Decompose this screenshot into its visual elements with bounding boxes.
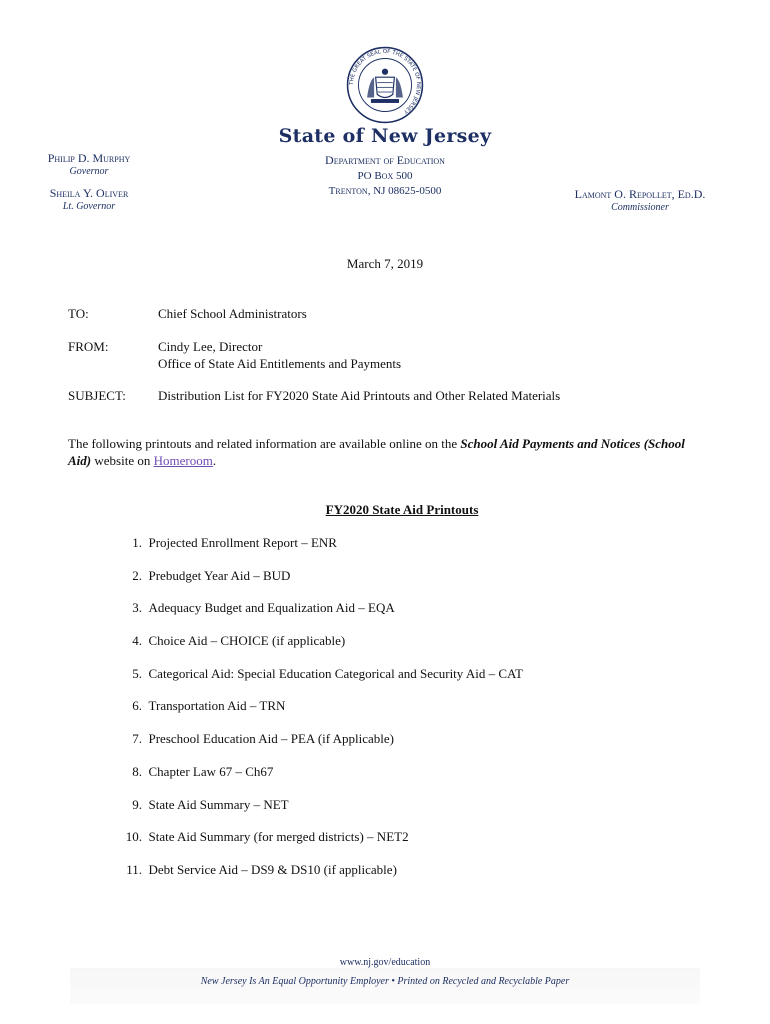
to-label: TO:	[68, 306, 89, 321]
to-value: Chief School Administrators	[158, 306, 307, 321]
subject-label: SUBJECT:	[68, 388, 126, 403]
from-value-line1: Cindy Lee, Director	[158, 339, 263, 354]
address-line-1: PO Box 500	[357, 170, 413, 182]
lt-governor-block	[24, 186, 154, 212]
intro-paragraph	[68, 435, 708, 469]
list-item-text: Projected Enrollment Report – ENR	[148, 535, 337, 550]
list-item	[110, 665, 670, 698]
list-item	[110, 763, 670, 796]
memo-date: March 7, 2019	[346, 256, 424, 271]
list-item	[110, 632, 670, 665]
printouts-list	[110, 534, 670, 894]
commissioner-block	[555, 187, 725, 213]
list-item-text: State Aid Summary (for merged districts) – NET2	[148, 829, 409, 845]
list-item-text: Prebudget Year Aid – BUD	[148, 567, 291, 583]
list-item	[110, 599, 670, 632]
lt-governor-title: Lt. Governor	[62, 201, 116, 212]
list-item-number: 8.	[132, 763, 142, 779]
intro-text-middle: website on	[91, 453, 154, 468]
list-item	[110, 828, 670, 861]
footer-statement: New Jersey Is An Equal Opportunity Employer • Printed on Recycled and Recyclable Paper	[200, 976, 570, 987]
list-item-text: Categorical Aid: Special Education Categorical and Security Aid – CAT	[148, 665, 523, 681]
address-line-2: Trenton, NJ 08625-0500	[328, 185, 442, 197]
list-item-text: Chapter Law 67 – Ch67	[148, 763, 274, 779]
list-item-text: State Aid Summary – NET	[148, 796, 289, 812]
list-item-text: Debt Service Aid – DS9 & DS10 (if applicable)	[148, 861, 397, 877]
list-item-number: 5.	[132, 665, 142, 681]
commissioner-name: Lamont O. Repollet, Ed.D.	[574, 187, 706, 201]
list-item-number: 4.	[132, 633, 142, 649]
list-item	[110, 796, 670, 829]
footer-url: www.nj.gov/education	[339, 957, 431, 968]
governor-title: Governor	[69, 166, 109, 177]
list-item-text: Choice Aid – CHOICE (if applicable)	[148, 633, 346, 649]
state-name: State of New Jersey	[278, 125, 492, 147]
intro-text-after: .	[212, 453, 217, 468]
homeroom-link[interactable]: Homeroom	[153, 453, 213, 468]
list-item-text: Transportation Aid – TRN	[148, 698, 286, 714]
list-item-number: 2.	[132, 567, 142, 583]
list-item-text: Adequacy Budget and Equalization Aid – EQA	[148, 600, 395, 616]
governor-name: Philip D. Murphy	[47, 151, 131, 165]
from-value	[158, 338, 401, 372]
list-item-number: 7.	[132, 731, 142, 747]
list-item-number: 6.	[132, 698, 142, 714]
governor-block	[24, 151, 154, 177]
from-label: FROM:	[68, 339, 109, 354]
intro-text-before: The following printouts and related information are available online on the	[68, 436, 461, 451]
section-title: FY2020 State Aid Printouts	[325, 502, 479, 517]
seal-text: THE GREAT SEAL OF THE STATE OF NEW JERSEY	[348, 49, 422, 115]
list-item-text: Preschool Education Aid – PEA (if Applicable)	[148, 731, 395, 747]
list-item	[110, 861, 670, 894]
list-item-number: 1.	[132, 535, 142, 550]
intro-bold-text: School Aid Payments and Notices (School Aid)	[68, 436, 685, 468]
list-item	[110, 730, 670, 763]
state-seal-icon	[346, 46, 424, 124]
from-value-line2: Office of State Aid Entitlements and Payments	[158, 356, 402, 371]
commissioner-title: Commissioner	[611, 202, 669, 213]
list-item	[110, 567, 670, 600]
list-item-number: 3.	[132, 600, 142, 616]
list-item-number: 9.	[132, 796, 142, 812]
lt-governor-name: Sheila Y. Oliver	[49, 186, 129, 200]
list-item	[110, 697, 670, 730]
list-item	[110, 534, 670, 567]
list-item-number: 11.	[126, 861, 142, 877]
list-item-number: 10.	[125, 829, 142, 845]
subject-value: Distribution List for FY2020 State Aid Printouts and Other Related Materials	[158, 388, 561, 403]
department-name: Department of Education	[325, 153, 445, 167]
